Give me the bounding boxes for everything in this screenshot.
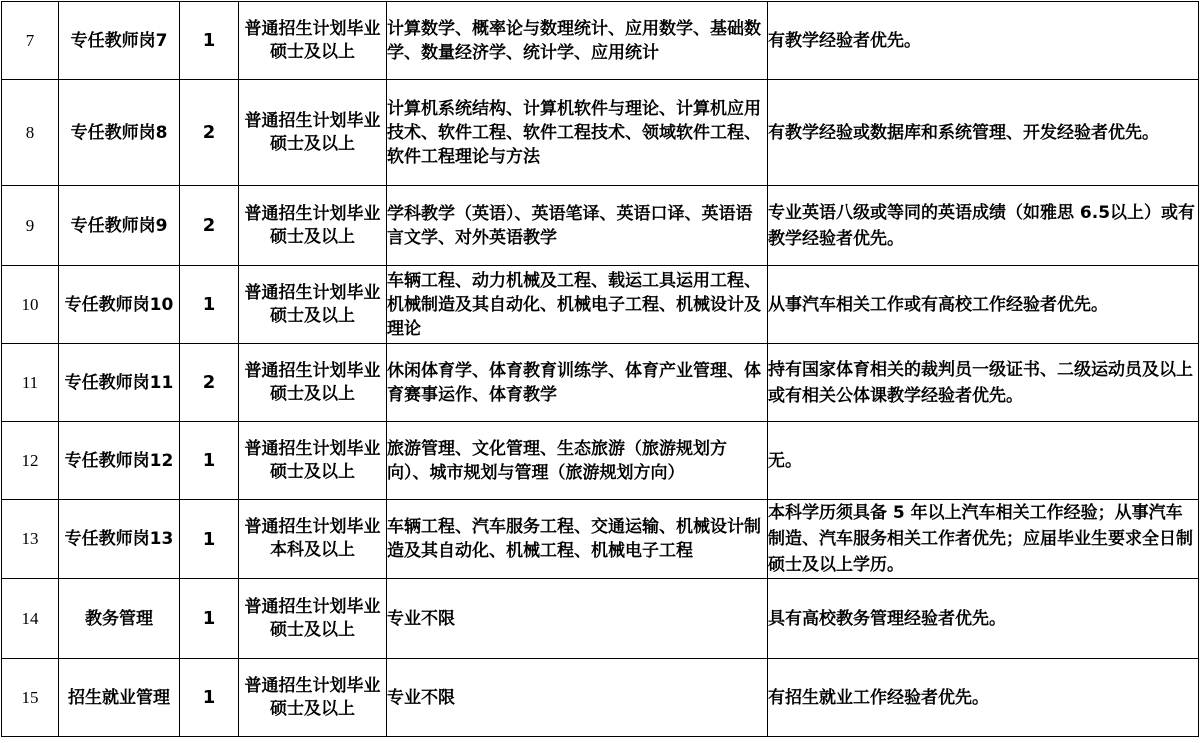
table-row	[2, 344, 1199, 422]
education-requirement: 普通招生计划毕业硕士及以上	[239, 422, 387, 500]
major-requirement: 车辆工程、动力机械及工程、载运工具运用工程、机械制造及其自动化、机械电子工程、机械设计及理论	[387, 266, 768, 344]
row-number: 13	[2, 500, 59, 579]
row-number: 8	[2, 80, 59, 186]
position-count: 2	[180, 186, 239, 266]
table-row	[2, 422, 1199, 500]
other-requirement: 有教学经验或数据库和系统管理、开发经验者优先。	[768, 80, 1199, 186]
recruitment-table	[1, 1, 1199, 737]
other-requirement: 持有国家体育相关的裁判员一级证书、二级运动员及以上或有相关公体课教学经验者优先。	[768, 344, 1199, 422]
position-count: 1	[180, 266, 239, 344]
position-title: 专任教师岗12	[59, 422, 180, 500]
education-requirement: 普通招生计划毕业硕士及以上	[239, 2, 387, 80]
position-title: 专任教师岗11	[59, 344, 180, 422]
table-row	[2, 659, 1199, 737]
table-row	[2, 579, 1199, 659]
row-number: 15	[2, 659, 59, 737]
major-requirement: 学科教学（英语）、英语笔译、英语口译、英语语言文学、对外英语教学	[387, 186, 768, 266]
major-requirement: 旅游管理、文化管理、生态旅游（旅游规划方向）、城市规划与管理（旅游规划方向）	[387, 422, 768, 500]
row-number: 7	[2, 2, 59, 80]
row-number: 10	[2, 266, 59, 344]
major-requirement: 休闲体育学、体育教育训练学、体育产业管理、体育赛事运作、体育教学	[387, 344, 768, 422]
other-requirement: 从事汽车相关工作或有高校工作经验者优先。	[768, 266, 1199, 344]
row-number: 12	[2, 422, 59, 500]
major-requirement: 车辆工程、汽车服务工程、交通运输、机械设计制造及其自动化、机械工程、机械电子工程	[387, 500, 768, 579]
position-title: 教务管理	[59, 579, 180, 659]
position-title: 专任教师岗13	[59, 500, 180, 579]
table-row	[2, 186, 1199, 266]
education-requirement: 普通招生计划毕业硕士及以上	[239, 344, 387, 422]
education-requirement: 普通招生计划毕业本科及以上	[239, 500, 387, 579]
education-requirement: 普通招生计划毕业硕士及以上	[239, 266, 387, 344]
row-number: 14	[2, 579, 59, 659]
other-requirement: 专业英语八级或等同的英语成绩（如雅思 6.5以上）或有教学经验者优先。	[768, 186, 1199, 266]
position-count: 1	[180, 2, 239, 80]
row-number: 11	[2, 344, 59, 422]
education-requirement: 普通招生计划毕业硕士及以上	[239, 659, 387, 737]
position-title: 专任教师岗10	[59, 266, 180, 344]
position-count: 2	[180, 80, 239, 186]
major-requirement: 专业不限	[387, 579, 768, 659]
other-requirement: 无。	[768, 422, 1199, 500]
position-count: 2	[180, 344, 239, 422]
position-title: 专任教师岗7	[59, 2, 180, 80]
other-requirement: 有招生就业工作经验者优先。	[768, 659, 1199, 737]
major-requirement: 专业不限	[387, 659, 768, 737]
table-row	[2, 266, 1199, 344]
education-requirement: 普通招生计划毕业硕士及以上	[239, 579, 387, 659]
position-title: 专任教师岗8	[59, 80, 180, 186]
position-title: 专任教师岗9	[59, 186, 180, 266]
table-row	[2, 80, 1199, 186]
other-requirement: 有教学经验者优先。	[768, 2, 1199, 80]
row-number: 9	[2, 186, 59, 266]
other-requirement: 本科学历须具备 5 年以上汽车相关工作经验；从事汽车制造、汽车服务相关工作者优先；应届毕业生要求全日制硕士及以上学历。	[768, 500, 1199, 579]
major-requirement: 计算机系统结构、计算机软件与理论、计算机应用技术、软件工程、软件工程技术、领域软件工程、软件工程理论与方法	[387, 80, 768, 186]
position-count: 1	[180, 659, 239, 737]
table-row	[2, 2, 1199, 80]
education-requirement: 普通招生计划毕业硕士及以上	[239, 80, 387, 186]
other-requirement: 具有高校教务管理经验者优先。	[768, 579, 1199, 659]
position-count: 1	[180, 422, 239, 500]
education-requirement: 普通招生计划毕业硕士及以上	[239, 186, 387, 266]
major-requirement: 计算数学、概率论与数理统计、应用数学、基础数学、数量经济学、统计学、应用统计	[387, 2, 768, 80]
position-title: 招生就业管理	[59, 659, 180, 737]
table-row	[2, 500, 1199, 579]
position-count: 1	[180, 579, 239, 659]
position-count: 1	[180, 500, 239, 579]
